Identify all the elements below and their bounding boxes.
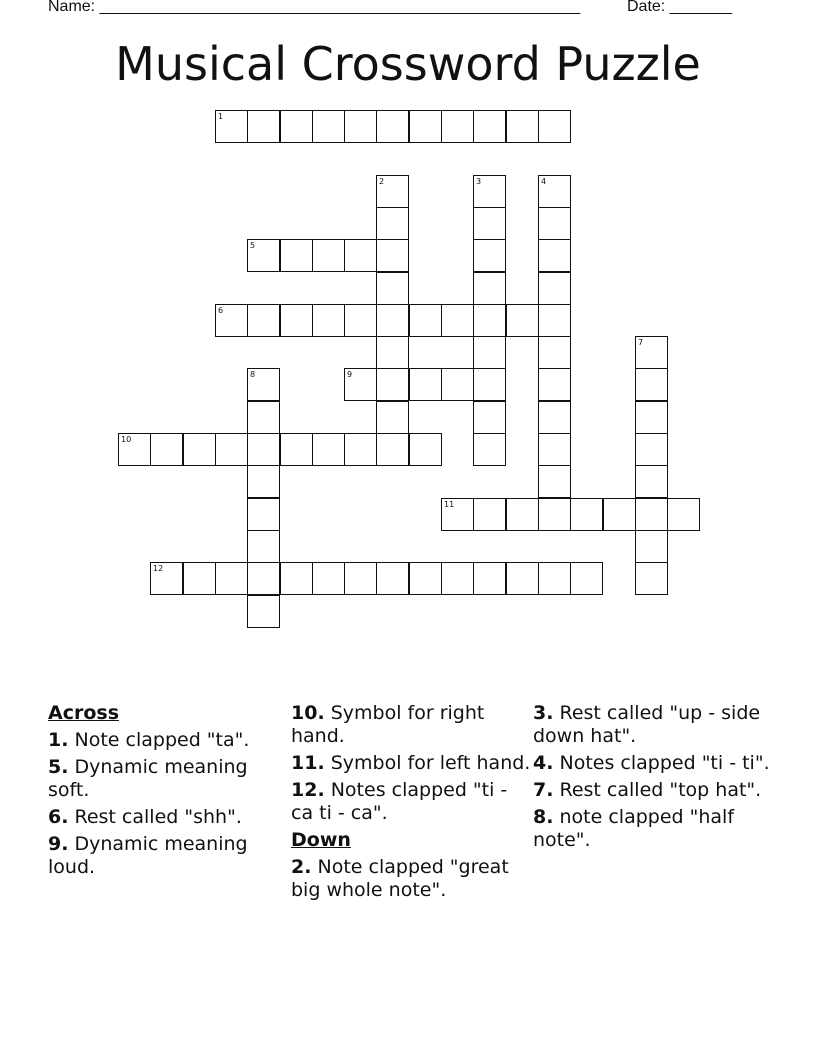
grid-cell[interactable] (247, 498, 280, 531)
grid-cell[interactable] (247, 304, 280, 337)
clue-number: 8. (533, 806, 554, 828)
grid-cell[interactable] (441, 110, 474, 143)
grid-cell[interactable] (473, 368, 506, 401)
clue-number: 10. (291, 702, 325, 724)
grid-cell[interactable] (247, 239, 280, 272)
grid-cell[interactable] (376, 336, 409, 369)
cell-number: 9 (347, 370, 353, 379)
grid-cell[interactable] (376, 304, 409, 337)
grid-cell[interactable] (538, 465, 571, 498)
grid-cell[interactable] (506, 562, 539, 595)
clue-down-8 (533, 806, 773, 852)
clues-column-1 (48, 702, 278, 883)
grid-cell[interactable] (312, 110, 345, 143)
grid-cell[interactable] (635, 465, 668, 498)
grid-cell[interactable] (312, 304, 345, 337)
clue-text: Notes clapped "ti - ca ti - ca". (291, 779, 508, 824)
grid-cell[interactable] (635, 368, 668, 401)
grid-cell[interactable] (247, 595, 280, 628)
grid-cell[interactable] (376, 368, 409, 401)
grid-cell[interactable] (441, 562, 474, 595)
clue-text: note clapped "half note". (533, 806, 735, 851)
grid-cell[interactable] (344, 304, 377, 337)
grid-cell[interactable] (635, 530, 668, 563)
clue-text: Symbol for right hand. (291, 702, 485, 747)
grid-cell[interactable] (376, 401, 409, 434)
clue-number: 4. (533, 752, 554, 774)
grid-cell[interactable] (344, 110, 377, 143)
clue-number: 7. (533, 779, 554, 801)
grid-cell[interactable] (215, 562, 248, 595)
clue-text: Dynamic meaning loud. (48, 833, 248, 878)
grid-cell[interactable] (247, 530, 280, 563)
grid-cell[interactable] (247, 562, 280, 595)
clue-across-5 (48, 756, 278, 802)
clue-number: 5. (48, 756, 69, 778)
grid-cell[interactable] (280, 239, 313, 272)
clue-down-3 (533, 702, 773, 748)
grid-cell[interactable] (215, 110, 248, 143)
grid-cell[interactable] (344, 368, 377, 401)
clue-across-1 (48, 729, 278, 752)
grid-cell[interactable] (506, 110, 539, 143)
grid-cell[interactable] (150, 433, 183, 466)
grid-cell[interactable] (312, 433, 345, 466)
cell-number: 2 (379, 177, 385, 186)
clue-text: Rest called "up - side down hat". (533, 702, 761, 747)
grid-cell[interactable] (280, 562, 313, 595)
grid-cell[interactable] (247, 110, 280, 143)
down-heading: Down (291, 829, 351, 851)
grid-cell[interactable] (247, 401, 280, 434)
grid-cell[interactable] (183, 433, 216, 466)
across-heading: Across (48, 702, 120, 724)
grid-cell[interactable] (247, 433, 280, 466)
grid-cell[interactable] (506, 498, 539, 531)
grid-cell[interactable] (441, 304, 474, 337)
grid-cell[interactable] (473, 239, 506, 272)
clue-text: Note clapped "ta". (74, 729, 250, 751)
grid-cell[interactable] (376, 207, 409, 240)
cell-number: 10 (121, 435, 132, 444)
grid-cell[interactable] (280, 304, 313, 337)
grid-cell[interactable] (409, 562, 442, 595)
clue-number: 6. (48, 806, 69, 828)
clue-text: Symbol for left hand. (330, 752, 531, 774)
grid-cell[interactable] (247, 465, 280, 498)
grid-cell[interactable] (538, 562, 571, 595)
clue-number: 1. (48, 729, 69, 751)
name-field-label: Name: ______________________________________________________ (48, 0, 581, 15)
clue-number: 2. (291, 856, 312, 878)
grid-cell[interactable] (183, 562, 216, 595)
cell-number: 8 (250, 370, 256, 379)
cell-number: 11 (444, 500, 455, 509)
grid-cell[interactable] (376, 272, 409, 305)
grid-cell[interactable] (506, 304, 539, 337)
clue-text: Rest called "top hat". (559, 779, 762, 801)
grid-cell[interactable] (312, 239, 345, 272)
grid-cell[interactable] (473, 401, 506, 434)
cell-number: 5 (250, 241, 256, 250)
grid-cell[interactable] (376, 175, 409, 208)
grid-cell[interactable] (376, 110, 409, 143)
cell-number: 6 (218, 306, 224, 315)
grid-cell[interactable] (538, 336, 571, 369)
grid-cell[interactable] (376, 433, 409, 466)
clue-down-2 (291, 856, 531, 902)
clue-text: Rest called "shh". (74, 806, 242, 828)
grid-cell[interactable] (376, 239, 409, 272)
grid-cell[interactable] (409, 433, 442, 466)
clue-text: Notes clapped "ti - ti". (559, 752, 770, 774)
grid-cell[interactable] (603, 498, 636, 531)
grid-cell[interactable] (473, 336, 506, 369)
grid-cell[interactable] (667, 498, 700, 531)
grid-cell[interactable] (635, 562, 668, 595)
grid-cell[interactable] (570, 562, 603, 595)
clues-column-3 (533, 702, 773, 856)
grid-cell[interactable] (441, 368, 474, 401)
grid-cell[interactable] (473, 110, 506, 143)
clue-across-6 (48, 806, 278, 829)
cell-number: 12 (153, 564, 164, 573)
date-field-label: Date: _______ (627, 0, 732, 15)
grid-cell[interactable] (280, 433, 313, 466)
grid-cell[interactable] (280, 110, 313, 143)
page-title: Musical Crossword Puzzle (115, 37, 701, 91)
clue-number: 9. (48, 833, 69, 855)
clue-down-4 (533, 752, 773, 775)
cell-number: 1 (218, 112, 224, 121)
clue-across-12 (291, 779, 531, 825)
grid-cell[interactable] (376, 562, 409, 595)
grid-cell[interactable] (409, 110, 442, 143)
grid-cell[interactable] (473, 207, 506, 240)
clue-across-11 (291, 752, 531, 775)
grid-cell[interactable] (473, 433, 506, 466)
grid-cell[interactable] (538, 433, 571, 466)
grid-cell[interactable] (344, 562, 377, 595)
grid-cell[interactable] (538, 175, 571, 208)
clue-text: Dynamic meaning soft. (48, 756, 248, 801)
grid-cell[interactable] (538, 401, 571, 434)
cell-number: 3 (476, 177, 482, 186)
grid-cell[interactable] (344, 433, 377, 466)
grid-cell[interactable] (473, 562, 506, 595)
grid-cell[interactable] (538, 239, 571, 272)
grid-cell[interactable] (538, 110, 571, 143)
grid-cell[interactable] (538, 272, 571, 305)
grid-cell[interactable] (215, 304, 248, 337)
clues-column-2 (291, 702, 531, 906)
grid-cell[interactable] (344, 239, 377, 272)
grid-cell[interactable] (409, 368, 442, 401)
cell-number: 7 (638, 338, 644, 347)
grid-cell[interactable] (473, 304, 506, 337)
cell-number: 4 (541, 177, 547, 186)
grid-cell[interactable] (473, 272, 506, 305)
clue-across-9 (48, 833, 278, 879)
clue-number: 12. (291, 779, 325, 801)
grid-cell[interactable] (538, 498, 571, 531)
grid-cell[interactable] (312, 562, 345, 595)
grid-cell[interactable] (538, 304, 571, 337)
grid-cell[interactable] (473, 175, 506, 208)
clue-number: 3. (533, 702, 554, 724)
grid-cell[interactable] (118, 433, 151, 466)
grid-cell[interactable] (635, 401, 668, 434)
clue-down-7 (533, 779, 773, 802)
grid-cell[interactable] (635, 498, 668, 531)
grid-cell[interactable] (473, 498, 506, 531)
clue-text: Note clapped "great big whole note". (291, 856, 509, 901)
grid-cell[interactable] (538, 207, 571, 240)
grid-cell[interactable] (441, 498, 474, 531)
grid-cell[interactable] (570, 498, 603, 531)
grid-cell[interactable] (150, 562, 183, 595)
grid-cell[interactable] (635, 336, 668, 369)
clue-number: 11. (291, 752, 325, 774)
grid-cell[interactable] (409, 304, 442, 337)
grid-cell[interactable] (215, 433, 248, 466)
clue-across-10 (291, 702, 531, 748)
grid-cell[interactable] (538, 368, 571, 401)
grid-cell[interactable] (635, 433, 668, 466)
grid-cell[interactable] (247, 368, 280, 401)
